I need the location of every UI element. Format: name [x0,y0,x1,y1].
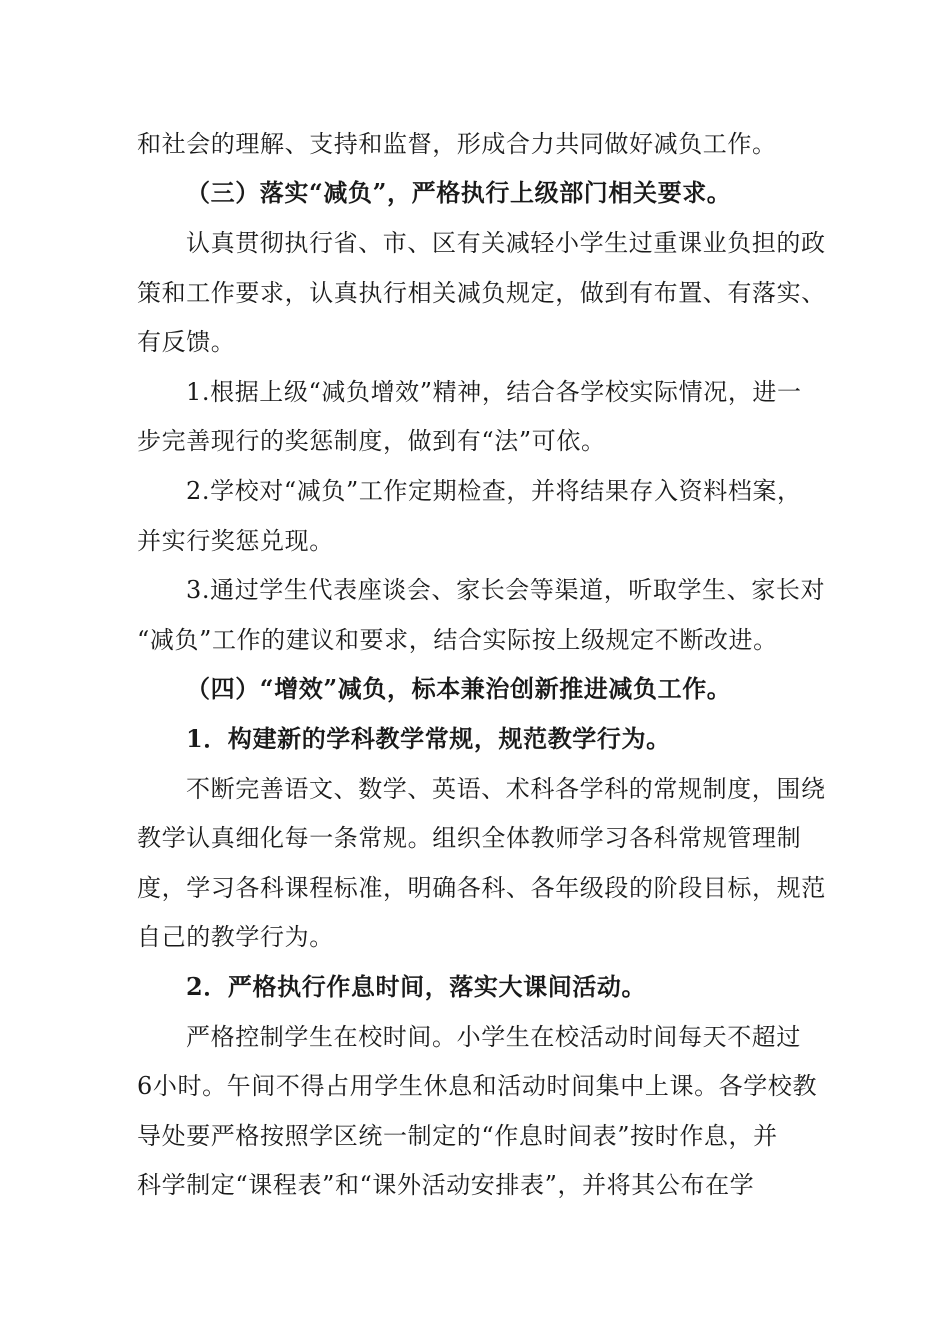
body-text-line: 不断完善语文、数学、英语、术科各学科的常规制度，围绕 [186,775,826,803]
section-heading-4: （四）“增效”减负，标本兼治创新推进减负工作。 [186,674,732,703]
body-text-line: 度，学习各科课程标准，明确各科、各年级段的阶段目标，规范 [137,874,826,902]
body-text-line: 有反馈。 [137,328,236,356]
body-text-line: 教学认真细化每一条常规。组织全体教师学习各科常规管理制 [137,824,802,852]
subsection-heading-1: 1．构建新的学科教学常规，规范教学行为。 [186,724,671,753]
body-text-line: 科学制定“课程表”和“课外活动安排表”，并将其公布在学 [137,1171,755,1199]
list-item-text: “减负”工作的建议和要求，结合实际按上级规定不断改进。 [137,626,778,654]
list-item-text: 步完善现行的奖惩制度，做到有“法”可依。 [137,427,606,455]
body-text-line: 策和工作要求，认真执行相关减负规定，做到有布置、有落实、 [137,279,826,307]
subsection-heading-2: 2．严格执行作息时间，落实大课间活动。 [186,972,647,1001]
list-item-text: 并实行奖惩兑现。 [137,527,334,555]
section-heading-3: （三）落实“减负”，严格执行上级部门相关要求。 [186,178,732,207]
body-text-line: 导处要严格按照学区统一制定的“作息时间表”按时作息，并 [137,1122,778,1150]
list-item-text: 2.学校对“减负”工作定期检查，并将结果存入资料档案， [186,477,802,505]
body-text-line: 6小时。午间不得占用学生休息和活动时间集中上课。各学校教 [137,1072,818,1100]
list-item-text: 3.通过学生代表座谈会、家长会等渠道，听取学生、家长对 [186,576,826,604]
list-item-text: 1.根据上级“减负增效”精神，结合各学校实际情况，进一 [186,378,802,406]
body-text-line: 和社会的理解、支持和监督，形成合力共同做好减负工作。 [137,130,777,158]
body-text-line: 自己的教学行为。 [137,923,334,951]
body-text-line: 严格控制学生在校时间。小学生在校活动时间每天不超过 [186,1023,801,1051]
body-text-line: 认真贯彻执行省、市、区有关减轻小学生过重课业负担的政 [186,229,826,257]
